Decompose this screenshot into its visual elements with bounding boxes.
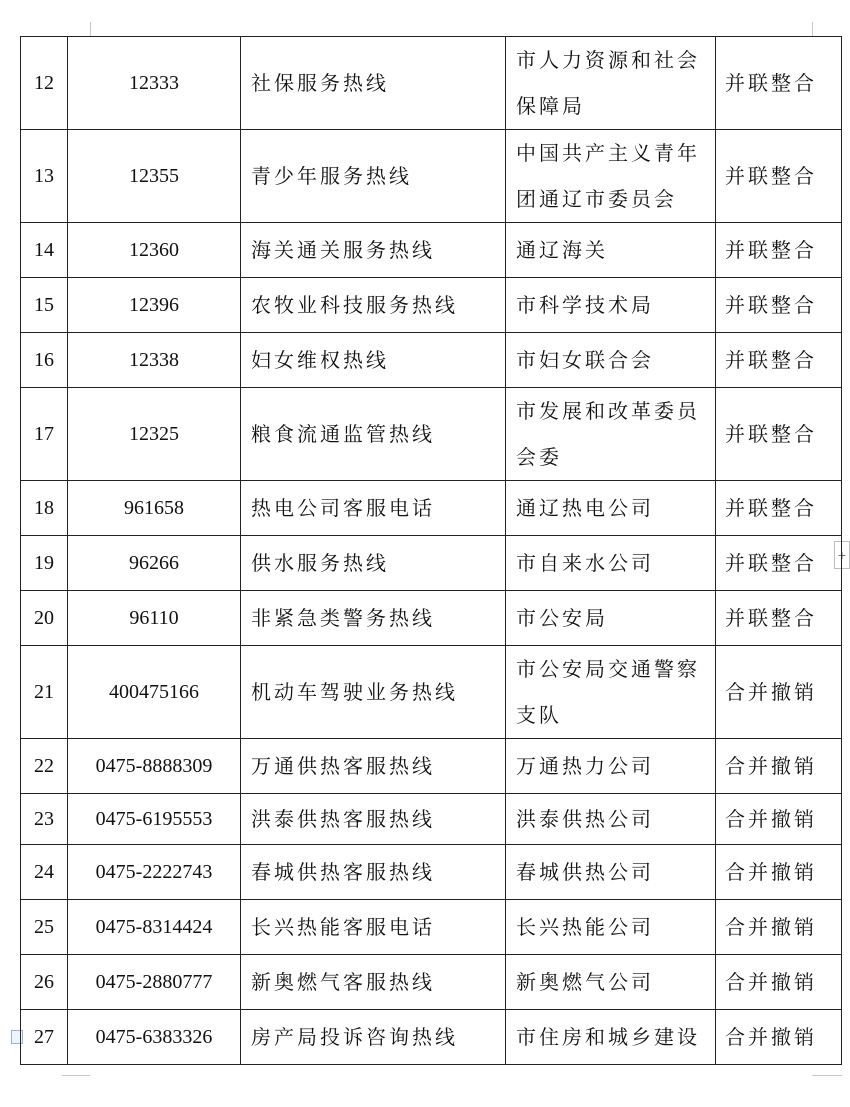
integration-mode: 并联整合	[716, 536, 842, 591]
table-row	[21, 481, 842, 536]
table-row	[21, 37, 842, 130]
crop-mark-bottom-left	[62, 1075, 90, 1076]
hotline-number: 0475-2222743	[68, 845, 241, 900]
department: 洪泰供热公司	[506, 794, 716, 845]
hotline-number: 400475166	[68, 646, 241, 739]
integration-mode: 并联整合	[716, 223, 842, 278]
integration-mode: 并联整合	[716, 37, 842, 130]
table-row	[21, 955, 842, 1010]
hotline-number: 12396	[68, 278, 241, 333]
table-row	[21, 536, 842, 591]
row-number: 24	[21, 845, 68, 900]
hotline-number: 0475-8888309	[68, 739, 241, 794]
integration-mode: 合并撤销	[716, 646, 842, 739]
row-number: 22	[21, 739, 68, 794]
hotline-name: 海关通关服务热线	[241, 223, 506, 278]
hotline-name: 热电公司客服电话	[241, 481, 506, 536]
table-row	[21, 646, 842, 739]
hotline-number: 96266	[68, 536, 241, 591]
department: 市住房和城乡建设	[506, 1010, 716, 1065]
crop-mark-top-right	[812, 22, 813, 36]
table-row	[21, 1010, 842, 1065]
hotline-number: 96110	[68, 591, 241, 646]
hotline-name: 长兴热能客服电话	[241, 900, 506, 955]
row-number: 27	[21, 1010, 68, 1065]
department: 市自来水公司	[506, 536, 716, 591]
integration-mode: 合并撤销	[716, 1010, 842, 1065]
hotline-number: 961658	[68, 481, 241, 536]
table-row	[21, 388, 842, 481]
department: 新奥燃气公司	[506, 955, 716, 1010]
hotline-name: 农牧业科技服务热线	[241, 278, 506, 333]
table-row	[21, 278, 842, 333]
integration-mode: 并联整合	[716, 333, 842, 388]
integration-mode: 并联整合	[716, 130, 842, 223]
hotline-name: 粮食流通监管热线	[241, 388, 506, 481]
hotline-number: 0475-6383326	[68, 1010, 241, 1065]
table-row	[21, 223, 842, 278]
hotline-number: 12355	[68, 130, 241, 223]
department: 市公安局	[506, 591, 716, 646]
integration-mode: 合并撤销	[716, 900, 842, 955]
department: 中国共产主义青年团通辽市委员会	[506, 130, 716, 223]
integration-mode: 合并撤销	[716, 955, 842, 1010]
department: 市妇女联合会	[506, 333, 716, 388]
department: 市公安局交通警察支队	[506, 646, 716, 739]
department: 市发展和改革委员会委	[506, 388, 716, 481]
row-number: 23	[21, 794, 68, 845]
table-row	[21, 591, 842, 646]
hotline-number: 12325	[68, 388, 241, 481]
hotline-name: 万通供热客服热线	[241, 739, 506, 794]
integration-mode: 合并撤销	[716, 794, 842, 845]
integration-mode: 合并撤销	[716, 739, 842, 794]
integration-mode: 并联整合	[716, 591, 842, 646]
row-number: 16	[21, 333, 68, 388]
row-number: 18	[21, 481, 68, 536]
table-row	[21, 900, 842, 955]
hotline-name: 洪泰供热客服热线	[241, 794, 506, 845]
hotline-number: 12333	[68, 37, 241, 130]
row-number: 21	[21, 646, 68, 739]
department: 市科学技术局	[506, 278, 716, 333]
integration-mode: 并联整合	[716, 481, 842, 536]
hotline-name: 春城供热客服热线	[241, 845, 506, 900]
table-row	[21, 794, 842, 845]
row-number: 26	[21, 955, 68, 1010]
plus-icon[interactable]: +	[834, 541, 850, 569]
department: 春城供热公司	[506, 845, 716, 900]
row-number: 20	[21, 591, 68, 646]
hotline-name: 机动车驾驶业务热线	[241, 646, 506, 739]
hotline-name: 非紧急类警务热线	[241, 591, 506, 646]
integration-mode: 并联整合	[716, 278, 842, 333]
department: 长兴热能公司	[506, 900, 716, 955]
integration-mode: 并联整合	[716, 388, 842, 481]
hotline-name: 新奥燃气客服热线	[241, 955, 506, 1010]
hotline-number: 12338	[68, 333, 241, 388]
row-number: 19	[21, 536, 68, 591]
hotline-table	[20, 36, 842, 1065]
row-number: 25	[21, 900, 68, 955]
department: 通辽海关	[506, 223, 716, 278]
row-number: 17	[21, 388, 68, 481]
hotline-number: 0475-2880777	[68, 955, 241, 1010]
table-row	[21, 845, 842, 900]
hotline-name: 妇女维权热线	[241, 333, 506, 388]
table-row	[21, 739, 842, 794]
crop-mark-bottom-right	[812, 1075, 842, 1076]
row-number: 13	[21, 130, 68, 223]
crop-mark-top-left	[62, 22, 91, 36]
row-number: 15	[21, 278, 68, 333]
hotline-name: 社保服务热线	[241, 37, 506, 130]
department: 通辽热电公司	[506, 481, 716, 536]
department: 万通热力公司	[506, 739, 716, 794]
department: 市人力资源和社会保障局	[506, 37, 716, 130]
hotline-number: 0475-8314424	[68, 900, 241, 955]
hotline-number: 0475-6195553	[68, 794, 241, 845]
hotline-number: 12360	[68, 223, 241, 278]
integration-mode: 合并撤销	[716, 845, 842, 900]
table-row	[21, 130, 842, 223]
hotline-name: 供水服务热线	[241, 536, 506, 591]
hotline-name: 房产局投诉咨询热线	[241, 1010, 506, 1065]
hotline-name: 青少年服务热线	[241, 130, 506, 223]
row-number: 12	[21, 37, 68, 130]
table-row	[21, 333, 842, 388]
row-number: 14	[21, 223, 68, 278]
